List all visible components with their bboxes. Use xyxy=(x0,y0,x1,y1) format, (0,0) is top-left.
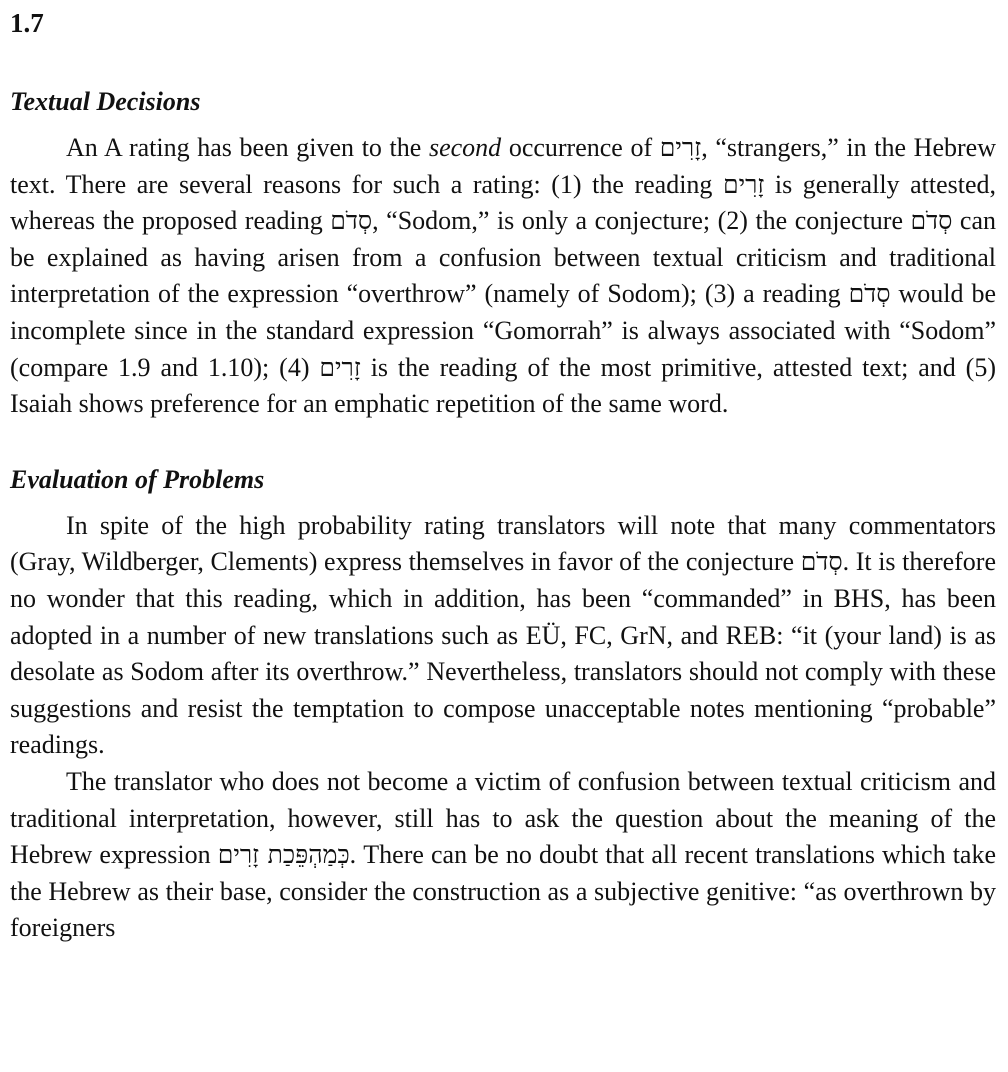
text-run: is the reading of the most primitive, attested text; and (5) Isaiah shows preference for an emphatic repetition of the same word. xyxy=(10,352,996,419)
text-run: occurrence of xyxy=(501,133,660,162)
text-run: can be explained as having arisen from a confusion between textual criticism and traditional interpretation of the expression “overthrow” (namely of Sodom); (3) a reading xyxy=(10,206,996,309)
text-run: An A rating has been given to the xyxy=(66,133,429,162)
emphasis-second: second xyxy=(428,133,502,162)
text-run: The translator who does not become a victim of confusion between textual criticism and traditional interpretation, however, still has to ask the question about the meaning of the Hebrew expression xyxy=(10,766,996,870)
text-run: In spite of the high probability rating translators will note that many commentators (Gray, Wildberger, Clements) express themselves in favor of the conjecture xyxy=(10,510,996,577)
paragraph-textual-decisions xyxy=(10,130,996,423)
text-run: , “Sodom,” is only a conjecture; (2) the conjecture xyxy=(372,206,911,236)
heading-textual-decisions: Textual Decisions xyxy=(10,87,201,116)
paragraph-evaluation-1 xyxy=(10,508,996,764)
text-run: would be incomplete since in the standard expression “Gomorrah” is always associated with “Sodom” (compare 1.9 and 1.10); (4) xyxy=(10,279,997,382)
text-run: . It is therefore no wonder that this reading, which in addition, has been “commanded” in BHS, has been adopted in a number of new translations such as EÜ, FC, GrN, and REB: “it (your land) is as desolate as Sodom after its overthrow.” Nevertheless, translators should not comply with these suggestions and resist the temptation to compose unacceptable notes mentioning “probable” readings. xyxy=(10,547,996,760)
hebrew-word: סְדֹם xyxy=(800,547,843,577)
section-number: 1.7 xyxy=(10,8,44,38)
hebrew-word: זָרִים xyxy=(659,133,702,162)
hebrew-expression: כְּמַהְפֵּכַת זָרִים xyxy=(217,840,350,870)
hebrew-word: זָרִים xyxy=(722,169,765,199)
text-run: . There can be no doubt that all recent translations which take the Hebrew as their base, consider the construction as a subjective genitive: “as overthrown by foreigners xyxy=(10,840,997,943)
text-run: , “strangers,” in the Hebrew text. There are several reasons for such a rating: (1) the reading xyxy=(10,133,996,199)
hebrew-word: סְדֹם xyxy=(330,206,373,236)
hebrew-word: זָרִים xyxy=(319,352,361,382)
paragraph-evaluation-2 xyxy=(10,764,996,947)
hebrew-word: סְדֹם xyxy=(910,206,953,236)
heading-evaluation-of-problems: Evaluation of Problems xyxy=(10,464,265,494)
hebrew-word: סְדֹם xyxy=(848,279,891,309)
text-run: is generally attested, whereas the proposed reading xyxy=(10,169,996,236)
